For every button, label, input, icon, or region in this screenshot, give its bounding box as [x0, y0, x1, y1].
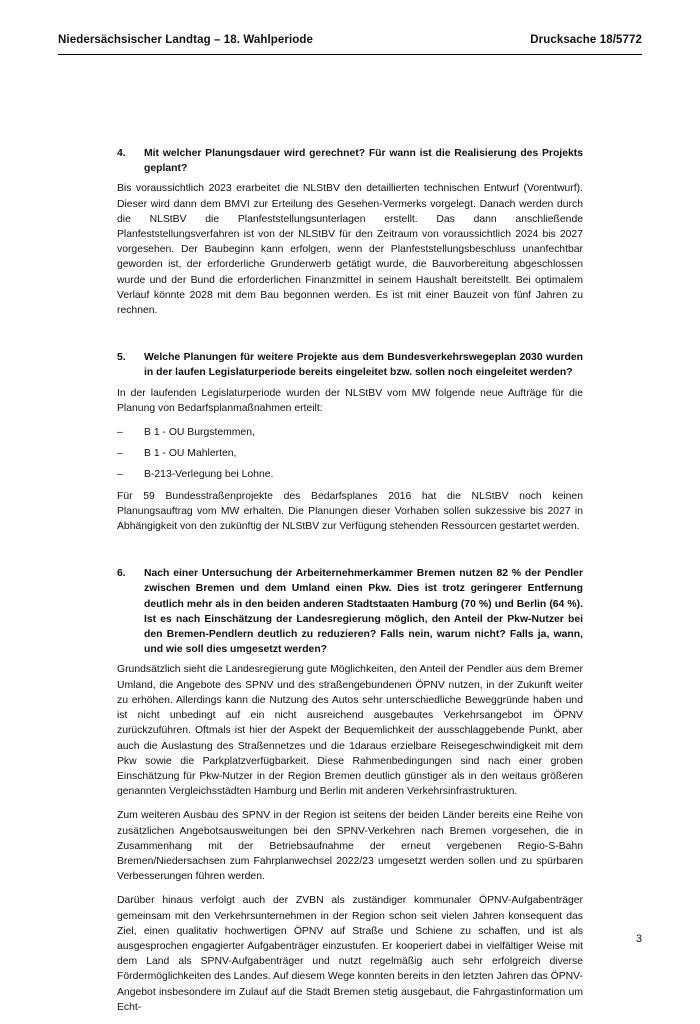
- header-title: Niedersächsischer Landtag – 18. Wahlperiode: [58, 34, 314, 46]
- question-text: Nach einer Untersuchung der Arbeiternehmerkammer Bremen nutzen 82 % der Pendler zwischen Bremen und dem Umland einen Pkw. Dies ist trotz geringerer Entfernung deutlich mehr als in den beiden anderen Stadtstaaten Hamburg (70 %) und Berlin (64 %). Ist es nach Einschätzung der Landesregierung möglich, den Anteil der Pkw-Nutzer bei den Bremen-Pendlern deutlich zu reduzieren? Falls nein, warum nicht? Falls ja, wann, und wie soll dies umgesetzt werden?: [144, 568, 583, 656]
- document-body: [117, 146, 583, 1024]
- list-item: [117, 467, 583, 482]
- question-text: Mit welcher Planungsdauer wird gerechnet? Für wann ist die Realisierung des Projekts geplant?: [144, 148, 583, 175]
- page-number: 3: [635, 933, 642, 945]
- question-text: Welche Planungen für weitere Projekte aus dem Bundesverkehrswegeplan 2030 wurden in der laufen Legislaturperiode bereits eingeleitet bzw. sollen noch eingeleitet werden?: [144, 352, 583, 379]
- project-list: [117, 425, 583, 483]
- list-item-text: B-213-Verlegung bei Lohne.: [144, 469, 274, 481]
- question-number: 4.: [117, 148, 126, 159]
- dash-bullet: –: [117, 448, 123, 460]
- answer-paragraph: Grundsätzlich sieht die Landesregierung gute Möglichkeiten, den Anteil der Pendler aus dem Bremer Umland, die Angebote des SPNV und des straßengebundenen ÖPNV nutzen, in der Zukunft weiter zu erhöhen. Allerdings kann die Nutzung des Autos sehr unterschiedliche Beweggründe haben und ist nicht unbedingt auf ein nicht ausreichend ausgebautes Verkehrsangebot im ÖPNV zurückzuführen. Oftmals ist hier der Aspekt der Bequemlichkeit der ausschlaggebende Punkt, aber auch die Auslastung des Straßennetzes und die 1daraus erzielbare Reisegeschwindigkeit mit dem Pkw sowie die Parkplatzverfügbarkeit. Diese Rahmenbedingungen sind nach einer groben Einschätzung für Pkw-Nutzer in der Region Bremen deutlich günstiger als in den weitaus größeren genannten Vergleichsstädten Hamburg und Berlin mit anderen Verkehrsinfrastrukturen.: [117, 664, 583, 798]
- list-item: [117, 425, 583, 440]
- answer-paragraph: Zum weiteren Ausbau des SPNV in der Region ist seitens der beiden Länder bereits eine Reihe von zusätzlichen Angebotsausweitungen bei den SPNV-Verkehren nach Bremen vorgesehen, die in Zusammenhang mit der Betriebsaufnahme der erneut vergebenen Regio-S-Bahn Bremen/Niedersachsen zum Fahrplanwechsel 2022/23 umgesetzt werden sollen und zu spürbaren Verbesserungen führen werden.: [117, 810, 583, 883]
- answer-intro: In der laufenden Legislaturperiode wurden der NLStBV vom MW folgende neue Aufträge für die Planung von Bedarfsplanmaßnahmen erteilt:: [117, 387, 583, 414]
- list-item-text: B 1 - OU Mahlerten,: [144, 448, 237, 460]
- page-header: [58, 34, 642, 55]
- question-number: 5.: [117, 352, 126, 364]
- list-item: [117, 446, 583, 461]
- question-4: [117, 146, 583, 176]
- dash-bullet: –: [117, 469, 123, 481]
- question-number: 6.: [117, 568, 126, 580]
- answer-paragraph: Darüber hinaus verfolgt auch der ZVBN als zuständiger kommunaler ÖPNV-Aufgabenträger gemeinsam mit den Verkehrsunternehmen in der Region schon seit vielen Jahren konsequent das Ziel, einen qualitativ hochwertigen ÖPNV auf Straße und Schiene zu schaffen, und ist als ausgesprochen engagierter Aufgabenträger einzustufen. Er kooperiert dabei in vielfältiger Weise mit dem Land als SPNV-Aufgabenträger und nutzt regelmäßig auch sehr erfolgreich diverse Fördermöglichkeiten des Landes. Auf diesem Wege konnten bereits in den letzten Jahren das ÖPNV-Angebot insbesondere im Zulauf auf die Stadt Bremen stetig ausgebaut, die Fahrgastinformation um Echt-: [117, 895, 583, 1013]
- answer-paragraph: Für 59 Bundesstraßenprojekte des Bedarfsplanes 2016 hat die NLStBV noch keinen Planungsauftrag vom MW erhalten. Die Planungen dieser Vorhaben sollen sukzessive bis 2027 in Abhängigkeit von den zukünftig der NLStBV zur Verfügung stehenden Ressourcen gestartet werden.: [117, 490, 583, 533]
- question-6: [117, 566, 583, 657]
- dash-bullet: –: [117, 427, 123, 439]
- list-item-text: B 1 - OU Burgstemmen,: [144, 427, 255, 439]
- question-5: [117, 350, 583, 380]
- answer-paragraph: Bis voraussichtlich 2023 erarbeitet die NLStBV den detaillierten technischen Entwurf (Vorentwurf). Dieser wird dann dem BMVI zur Erteilung des Gesehen-Vermerks vorgelegt. Danach werden durch die NLStBV die Planfeststellungsunterlagen erstellt. Das dann anschließende Planfeststellungsverfahren ist von der NLStBV für den Zeitraum von voraussichtlich 2024 bis 2027 vorgesehen. Der Baubeginn kann erfolgen, wenn der Planfeststellungsbeschluss unanfechtbar geworden ist, der erforderliche Grunderwerb getätigt wurde, die Bauvorbereitung abgeschlossen wurde und der Bund die erforderlichen Finanzmittel in seinem Haushalt bereitstellt. Bei optimalem Verlauf könnte 2028 mit dem Bau begonnen werden. Es ist mit einer Bauzeit von fünf Jahren zu rechnen.: [117, 183, 583, 317]
- header-document-number: Drucksache 18/5772: [530, 34, 642, 46]
